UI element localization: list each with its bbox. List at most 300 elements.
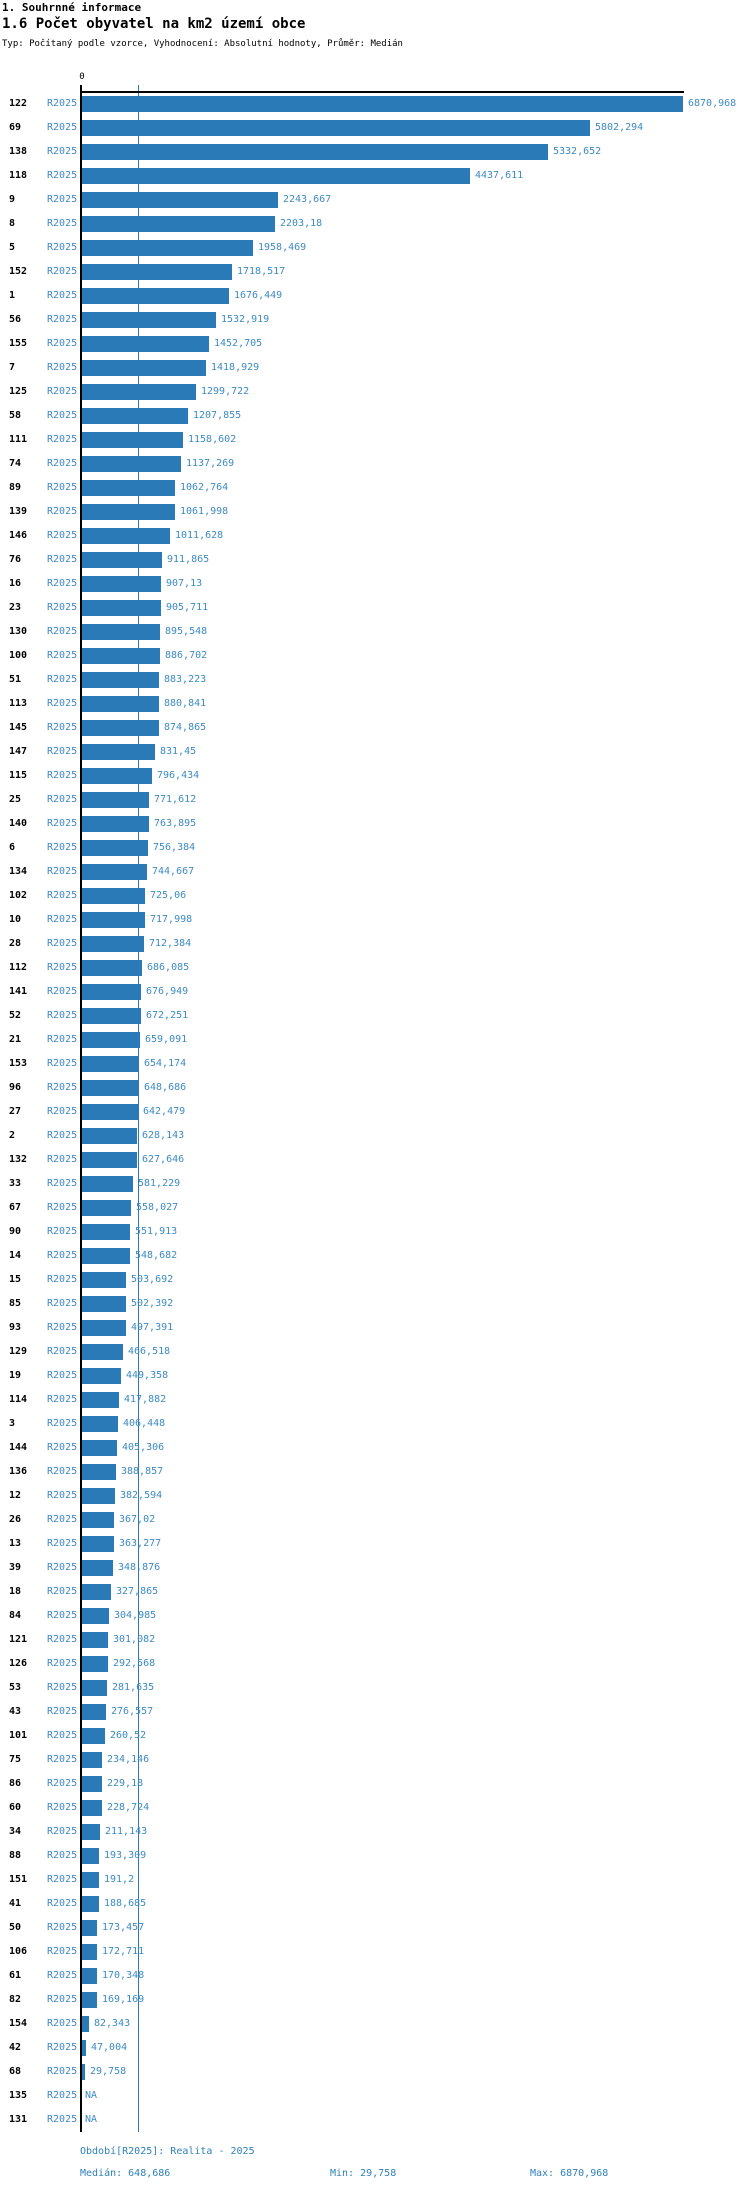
row-series-label: R2025 — [47, 122, 78, 133]
row-series-label: R2025 — [47, 842, 78, 853]
row-series-label: R2025 — [47, 146, 78, 157]
bar-value-label: 763,895 — [154, 818, 197, 829]
bar-value-label: 405,306 — [122, 1442, 165, 1453]
row-category-label: 131 — [9, 2114, 28, 2125]
chart-row — [0, 1268, 750, 1292]
row-series-label: R2025 — [47, 818, 78, 829]
value-bar — [82, 1368, 121, 1384]
bar-value-label: 188,685 — [104, 1898, 147, 1909]
chart-row — [0, 2012, 750, 2036]
row-series-label: R2025 — [47, 1130, 78, 1141]
row-series-label: R2025 — [47, 1586, 78, 1597]
value-bar — [82, 408, 188, 424]
row-category-label: 10 — [9, 914, 22, 925]
value-bar — [82, 768, 152, 784]
row-category-label: 56 — [9, 314, 22, 325]
row-series-label: R2025 — [47, 746, 78, 757]
footer-min-label: Min: 29,758 — [330, 2168, 397, 2179]
chart-row — [0, 860, 750, 884]
bar-value-label: 497,391 — [131, 1322, 174, 1333]
chart-row — [0, 1484, 750, 1508]
value-bar — [82, 1680, 107, 1696]
bar-value-label: 82,343 — [94, 2018, 131, 2029]
bar-value-label: 5332,652 — [553, 146, 602, 157]
value-bar — [82, 1824, 100, 1840]
bar-value-label: 1011,628 — [175, 530, 224, 541]
value-bar — [82, 384, 196, 400]
bar-value-label: 1958,469 — [258, 242, 307, 253]
value-bar — [82, 1416, 118, 1432]
row-series-label: R2025 — [47, 1898, 78, 1909]
bar-value-label: 686,085 — [147, 962, 190, 973]
row-category-label: 18 — [9, 1586, 22, 1597]
row-series-label: R2025 — [47, 1706, 78, 1717]
value-bar — [82, 264, 232, 280]
chart-row — [0, 236, 750, 260]
row-category-label: 144 — [9, 1442, 28, 1453]
value-bar — [82, 1488, 115, 1504]
row-category-label: 51 — [9, 674, 22, 685]
row-series-label: R2025 — [47, 242, 78, 253]
chart-row — [0, 1508, 750, 1532]
row-category-label: 43 — [9, 1706, 22, 1717]
row-series-label: R2025 — [47, 986, 78, 997]
chart-row — [0, 1172, 750, 1196]
value-bar — [82, 1896, 99, 1912]
bar-value-label: 581,229 — [138, 1178, 181, 1189]
row-category-label: 140 — [9, 818, 28, 829]
chart-row — [0, 1196, 750, 1220]
value-bar — [82, 504, 175, 520]
bar-value-label: 367,02 — [119, 1514, 156, 1525]
value-bar — [82, 1848, 99, 1864]
row-series-label: R2025 — [47, 386, 78, 397]
bar-value-label: 895,548 — [165, 626, 208, 637]
value-bar — [82, 1056, 139, 1072]
chart-row — [0, 212, 750, 236]
row-series-label: R2025 — [47, 1826, 78, 1837]
row-series-label: R2025 — [47, 1922, 78, 1933]
row-category-label: 113 — [9, 698, 28, 709]
chart-row — [0, 356, 750, 380]
bar-value-label: 191,2 — [104, 1874, 135, 1885]
chart-row — [0, 404, 750, 428]
chart-row — [0, 596, 750, 620]
value-bar — [82, 1536, 114, 1552]
row-series-label: R2025 — [47, 314, 78, 325]
bar-na-label: NA — [85, 2114, 98, 2125]
chart-row — [0, 1244, 750, 1268]
row-series-label: R2025 — [47, 1250, 78, 1261]
value-bar — [82, 288, 229, 304]
row-series-label: R2025 — [47, 1754, 78, 1765]
value-bar — [82, 312, 216, 328]
row-series-label: R2025 — [47, 890, 78, 901]
row-category-label: 82 — [9, 1994, 22, 2005]
row-category-label: 152 — [9, 266, 28, 277]
bar-value-label: 1676,449 — [234, 290, 283, 301]
row-category-label: 145 — [9, 722, 28, 733]
bar-value-label: 551,913 — [135, 1226, 178, 1237]
row-series-label: R2025 — [47, 2018, 78, 2029]
value-bar — [82, 576, 161, 592]
row-category-label: 114 — [9, 1394, 28, 1405]
bar-value-label: 1061,998 — [180, 506, 229, 517]
row-series-label: R2025 — [47, 1802, 78, 1813]
bar-value-label: 1452,705 — [214, 338, 263, 349]
row-series-label: R2025 — [47, 674, 78, 685]
value-bar — [82, 1008, 141, 1024]
value-bar — [82, 816, 149, 832]
row-category-label: 121 — [9, 1634, 28, 1645]
bar-value-label: 292,568 — [113, 1658, 156, 1669]
bar-value-label: 466,518 — [128, 1346, 171, 1357]
bar-value-label: 173,457 — [102, 1922, 145, 1933]
chart-row — [0, 548, 750, 572]
value-bar — [82, 912, 145, 928]
value-bar — [82, 1176, 133, 1192]
row-series-label: R2025 — [47, 290, 78, 301]
value-bar — [82, 2016, 89, 2032]
row-series-label: R2025 — [47, 1322, 78, 1333]
chart-row — [0, 1028, 750, 1052]
value-bar — [82, 840, 148, 856]
row-category-label: 69 — [9, 122, 22, 133]
value-bar — [82, 1032, 140, 1048]
value-bar — [82, 1248, 130, 1264]
value-bar — [82, 336, 209, 352]
row-series-label: R2025 — [47, 1874, 78, 1885]
bar-value-label: 771,612 — [154, 794, 197, 805]
row-series-label: R2025 — [47, 1010, 78, 1021]
row-series-label: R2025 — [47, 626, 78, 637]
bar-value-label: 648,686 — [144, 1082, 187, 1093]
value-bar — [82, 744, 155, 760]
row-category-label: 75 — [9, 1754, 22, 1765]
row-series-label: R2025 — [47, 770, 78, 781]
footer-median-label: Medián: 648,686 — [80, 2168, 171, 2179]
row-category-label: 60 — [9, 1802, 22, 1813]
footer-max-label: Max: 6870,968 — [530, 2168, 609, 2179]
row-category-label: 26 — [9, 1514, 22, 1525]
row-series-label: R2025 — [47, 1682, 78, 1693]
row-category-label: 23 — [9, 602, 22, 613]
value-bar — [82, 696, 159, 712]
row-category-label: 41 — [9, 1898, 22, 1909]
chart-row — [0, 956, 750, 980]
bar-value-label: 4437,611 — [475, 170, 524, 181]
value-bar — [82, 2040, 86, 2056]
row-category-label: 42 — [9, 2042, 22, 2053]
chart-row — [0, 812, 750, 836]
bar-value-label: 169,169 — [102, 1994, 145, 2005]
chart-row — [0, 644, 750, 668]
row-series-label: R2025 — [47, 962, 78, 973]
value-bar — [82, 1440, 117, 1456]
row-series-label: R2025 — [47, 2090, 78, 2101]
row-series-label: R2025 — [47, 1946, 78, 1957]
row-series-label: R2025 — [47, 2114, 78, 2125]
bar-value-label: 874,865 — [164, 722, 207, 733]
row-category-label: 126 — [9, 1658, 28, 1669]
bar-value-label: 406,448 — [123, 1418, 166, 1429]
value-bar — [82, 144, 548, 160]
value-bar — [82, 1704, 106, 1720]
value-bar — [82, 1920, 97, 1936]
row-series-label: R2025 — [47, 266, 78, 277]
row-series-label: R2025 — [47, 1034, 78, 1045]
bar-value-label: 796,434 — [157, 770, 200, 781]
row-category-label: 112 — [9, 962, 28, 973]
chart-row — [0, 1148, 750, 1172]
row-category-label: 130 — [9, 626, 28, 637]
row-series-label: R2025 — [47, 722, 78, 733]
value-bar — [82, 1128, 137, 1144]
chart-row — [0, 1820, 750, 1844]
value-bar — [82, 528, 170, 544]
row-series-label: R2025 — [47, 1610, 78, 1621]
row-category-label: 101 — [9, 1730, 28, 1741]
row-series-label: R2025 — [47, 1370, 78, 1381]
bar-value-label: 5802,294 — [595, 122, 644, 133]
chart-row — [0, 836, 750, 860]
row-category-label: 2 — [9, 1130, 16, 1141]
bar-value-label: 886,702 — [165, 650, 208, 661]
chart-row — [0, 1004, 750, 1028]
chart-row — [0, 1364, 750, 1388]
chart-row — [0, 716, 750, 740]
row-series-label: R2025 — [47, 218, 78, 229]
value-bar — [82, 456, 181, 472]
chart-row — [0, 884, 750, 908]
chart-row — [0, 1100, 750, 1124]
chart-row — [0, 1292, 750, 1316]
bar-value-label: 502,392 — [131, 1298, 174, 1309]
row-series-label: R2025 — [47, 1634, 78, 1645]
bar-value-label: 627,646 — [142, 1154, 185, 1165]
row-series-label: R2025 — [47, 1994, 78, 2005]
row-category-label: 13 — [9, 1538, 22, 1549]
chart-row — [0, 1220, 750, 1244]
chart-row — [0, 1604, 750, 1628]
row-category-label: 102 — [9, 890, 28, 901]
section-title: 1. Souhrnné informace — [2, 1, 142, 14]
footer-period-label: Období[R2025]: Realita - 2025 — [80, 2146, 255, 2157]
bar-value-label: 1207,855 — [193, 410, 242, 421]
row-category-label: 115 — [9, 770, 28, 781]
row-category-label: 61 — [9, 1970, 22, 1981]
value-bar — [82, 552, 162, 568]
row-category-label: 88 — [9, 1850, 22, 1861]
chart-row — [0, 140, 750, 164]
row-category-label: 90 — [9, 1226, 22, 1237]
row-category-label: 93 — [9, 1322, 22, 1333]
chart-row — [0, 380, 750, 404]
value-bar — [82, 168, 470, 184]
row-series-label: R2025 — [47, 434, 78, 445]
value-bar — [82, 1512, 114, 1528]
value-bar — [82, 1728, 105, 1744]
row-category-label: 100 — [9, 650, 28, 661]
row-category-label: 111 — [9, 434, 28, 445]
row-category-label: 96 — [9, 1082, 22, 1093]
chart-row — [0, 260, 750, 284]
value-bar — [82, 1968, 97, 1984]
row-category-label: 28 — [9, 938, 22, 949]
bar-value-label: 417,882 — [124, 1394, 167, 1405]
row-category-label: 74 — [9, 458, 22, 469]
row-category-label: 139 — [9, 506, 28, 517]
bar-value-label: 628,143 — [142, 1130, 185, 1141]
chart-row — [0, 932, 750, 956]
chart-row — [0, 1580, 750, 1604]
row-category-label: 151 — [9, 1874, 28, 1885]
chart-row — [0, 668, 750, 692]
value-bar — [82, 1152, 137, 1168]
row-category-label: 8 — [9, 218, 16, 229]
row-series-label: R2025 — [47, 410, 78, 421]
value-bar — [82, 1656, 108, 1672]
row-series-label: R2025 — [47, 1778, 78, 1789]
bar-value-label: 449,358 — [126, 1370, 169, 1381]
value-bar — [82, 1080, 139, 1096]
row-series-label: R2025 — [47, 530, 78, 541]
chart-row — [0, 428, 750, 452]
row-series-label: R2025 — [47, 1154, 78, 1165]
bar-value-label: 2243,667 — [283, 194, 332, 205]
chart-row — [0, 1988, 750, 2012]
chart-row — [0, 2060, 750, 2084]
bar-value-label: 382,594 — [120, 1490, 163, 1501]
bar-value-label: 260,52 — [110, 1730, 147, 1741]
chart-row — [0, 908, 750, 932]
bar-value-label: 327,865 — [116, 1586, 159, 1597]
bar-value-label: 234,146 — [107, 1754, 150, 1765]
row-series-label: R2025 — [47, 554, 78, 565]
bar-value-label: 304,985 — [114, 1610, 157, 1621]
bar-value-label: 712,384 — [149, 938, 192, 949]
row-category-label: 3 — [9, 1418, 16, 1429]
row-category-label: 25 — [9, 794, 22, 805]
row-category-label: 5 — [9, 242, 16, 253]
row-category-label: 141 — [9, 986, 28, 997]
chart-row — [0, 740, 750, 764]
row-category-label: 136 — [9, 1466, 28, 1477]
chart-row — [0, 1868, 750, 1892]
bar-value-label: 831,45 — [160, 746, 197, 757]
axis-baseline-vertical — [80, 85, 82, 2132]
row-series-label: R2025 — [47, 866, 78, 877]
chart-row — [0, 1796, 750, 1820]
value-bar — [82, 1320, 126, 1336]
chart-row — [0, 1724, 750, 1748]
chart-row — [0, 92, 750, 116]
row-category-label: 52 — [9, 1010, 22, 1021]
value-bar — [82, 1344, 123, 1360]
bar-value-label: 348,876 — [118, 1562, 161, 1573]
value-bar — [82, 720, 159, 736]
value-bar — [82, 600, 161, 616]
bar-value-label: 744,667 — [152, 866, 195, 877]
chart-row — [0, 1436, 750, 1460]
row-category-label: 147 — [9, 746, 28, 757]
bar-value-label: 47,004 — [91, 2042, 128, 2053]
row-series-label: R2025 — [47, 1202, 78, 1213]
bar-value-label: 6870,968 — [688, 98, 737, 109]
row-category-label: 122 — [9, 98, 28, 109]
bar-value-label: 211,143 — [105, 1826, 148, 1837]
value-bar — [82, 216, 275, 232]
bar-value-label: 1158,602 — [188, 434, 237, 445]
chart-row — [0, 2084, 750, 2108]
value-bar — [82, 1632, 108, 1648]
chart-row — [0, 1748, 750, 1772]
value-bar — [82, 240, 253, 256]
chart-row — [0, 1628, 750, 1652]
row-category-label: 153 — [9, 1058, 28, 1069]
bar-value-label: 883,223 — [164, 674, 207, 685]
chart-row — [0, 980, 750, 1004]
bar-value-label: 229,18 — [107, 1778, 144, 1789]
value-bar — [82, 1560, 113, 1576]
value-bar — [82, 1992, 97, 2008]
row-category-label: 58 — [9, 410, 22, 421]
chart-row — [0, 1940, 750, 1964]
row-series-label: R2025 — [47, 1394, 78, 1405]
row-series-label: R2025 — [47, 1106, 78, 1117]
row-series-label: R2025 — [47, 170, 78, 181]
chart-row — [0, 1700, 750, 1724]
chart-row — [0, 332, 750, 356]
row-series-label: R2025 — [47, 1082, 78, 1093]
row-category-label: 14 — [9, 1250, 22, 1261]
bar-value-label: 756,384 — [153, 842, 196, 853]
chart-row — [0, 764, 750, 788]
chart-row — [0, 476, 750, 500]
chart-row — [0, 1076, 750, 1100]
value-bar — [82, 1800, 102, 1816]
bar-value-label: 29,758 — [90, 2066, 127, 2077]
row-category-label: 6 — [9, 842, 16, 853]
row-series-label: R2025 — [47, 1178, 78, 1189]
chart-row — [0, 1652, 750, 1676]
chart-title: 1.6 Počet obyvatel na km2 území obce — [2, 16, 306, 32]
value-bar — [82, 1392, 119, 1408]
row-category-label: 86 — [9, 1778, 22, 1789]
bar-value-label: 717,998 — [150, 914, 193, 925]
chart-row — [0, 1844, 750, 1868]
value-bar — [82, 624, 160, 640]
bar-value-label: 911,865 — [167, 554, 210, 565]
chart-row — [0, 1388, 750, 1412]
row-series-label: R2025 — [47, 794, 78, 805]
value-bar — [82, 1752, 102, 1768]
row-series-label: R2025 — [47, 1538, 78, 1549]
bar-value-label: 659,091 — [145, 1034, 188, 1045]
bar-value-label: 276,557 — [111, 1706, 154, 1717]
chart-row — [0, 116, 750, 140]
row-series-label: R2025 — [47, 1730, 78, 1741]
chart-row — [0, 1916, 750, 1940]
row-category-label: 12 — [9, 1490, 22, 1501]
chart-row — [0, 2036, 750, 2060]
row-category-label: 84 — [9, 1610, 22, 1621]
value-bar — [82, 1464, 116, 1480]
value-bar — [82, 936, 144, 952]
value-bar — [82, 1272, 126, 1288]
row-series-label: R2025 — [47, 938, 78, 949]
value-bar — [82, 2064, 85, 2080]
